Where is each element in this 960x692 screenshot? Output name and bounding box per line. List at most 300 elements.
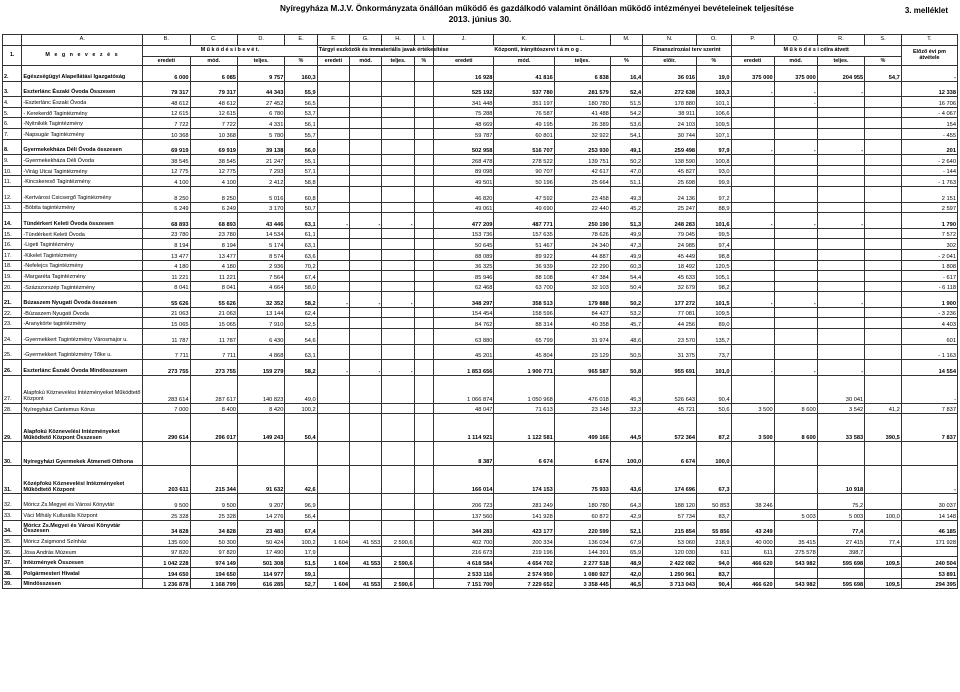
- value-cell: 2 590,6: [382, 578, 414, 589]
- value-cell: [143, 442, 190, 466]
- value-cell: 8 194: [143, 239, 190, 250]
- value-cell: 85 946: [434, 271, 494, 282]
- value-cell: 543 982: [774, 578, 817, 589]
- row-number: 24.: [3, 329, 22, 345]
- value-cell: [317, 546, 349, 557]
- value-cell: 1 236 878: [143, 578, 190, 589]
- value-cell: -: [901, 466, 957, 494]
- value-cell: 77 081: [643, 307, 697, 318]
- value-cell: 53,6: [610, 118, 642, 129]
- value-cell: [382, 97, 414, 108]
- value-cell: [731, 249, 774, 260]
- value-cell: 54,4: [610, 271, 642, 282]
- value-cell: [382, 128, 414, 139]
- value-cell: 32 679: [643, 281, 697, 292]
- value-cell: 99,9: [697, 176, 731, 187]
- value-cell: 96,9: [285, 494, 317, 510]
- value-cell: [317, 403, 349, 414]
- value-cell: 42,6: [285, 466, 317, 494]
- value-cell: 46,5: [610, 578, 642, 589]
- table-row: [3, 360, 958, 376]
- row-name: Alapfokú Köznevelési Intézményeket Működtető Központ Összesen: [22, 414, 143, 442]
- sub-header: %: [285, 57, 317, 66]
- value-cell: -: [774, 213, 817, 229]
- value-cell: 10 368: [143, 128, 190, 139]
- column-letter: F.: [317, 35, 349, 46]
- value-cell: 12 615: [143, 107, 190, 118]
- value-cell: [382, 510, 414, 521]
- value-cell: [382, 202, 414, 213]
- column-letter: S.: [865, 35, 902, 46]
- column-letter: A.: [22, 35, 143, 46]
- value-cell: 88 108: [494, 271, 554, 282]
- value-cell: [382, 81, 414, 97]
- value-cell: 10 368: [190, 128, 237, 139]
- value-cell: 216 673: [434, 546, 494, 557]
- row-name: -Gyermekekháza Déli Óvoda: [22, 155, 143, 166]
- value-cell: 1 114 921: [434, 414, 494, 442]
- value-cell: [350, 260, 382, 271]
- value-cell: [414, 202, 433, 213]
- value-cell: 35 415: [774, 536, 817, 547]
- value-cell: 1 604: [317, 557, 349, 568]
- value-cell: 64,3: [610, 494, 642, 510]
- value-cell: 44 343: [237, 81, 284, 97]
- table-body: [3, 35, 958, 589]
- row-name: Gyermekekháza Déli Óvoda összesen: [22, 139, 143, 155]
- value-cell: [414, 165, 433, 176]
- value-cell: 32 922: [554, 128, 610, 139]
- value-cell: [317, 128, 349, 139]
- value-cell: [382, 176, 414, 187]
- value-cell: 43 249: [731, 520, 774, 536]
- value-cell: 27 415: [817, 536, 864, 547]
- value-cell: [774, 344, 817, 360]
- value-cell: 49,0: [285, 375, 317, 403]
- value-cell: 25 328: [143, 510, 190, 521]
- value-cell: [350, 176, 382, 187]
- value-cell: [382, 281, 414, 292]
- value-cell: 47,3: [610, 239, 642, 250]
- value-cell: 65 799: [494, 329, 554, 345]
- value-cell: [414, 442, 433, 466]
- value-cell: 273 755: [190, 360, 237, 376]
- table-row: [3, 107, 958, 118]
- value-cell: 206 723: [434, 494, 494, 510]
- value-cell: [414, 107, 433, 118]
- value-cell: 67,3: [697, 466, 731, 494]
- value-cell: -: [901, 375, 957, 403]
- value-cell: 40 000: [731, 536, 774, 547]
- value-cell: 68 893: [143, 213, 190, 229]
- value-cell: 60,3: [610, 260, 642, 271]
- value-cell: 296 017: [190, 414, 237, 442]
- table-row: [3, 578, 958, 589]
- value-cell: [350, 139, 382, 155]
- value-cell: -: [317, 213, 349, 229]
- value-cell: [731, 375, 774, 403]
- value-cell: 23 458: [554, 186, 610, 202]
- value-cell: 57 734: [643, 510, 697, 521]
- value-cell: [731, 271, 774, 282]
- value-cell: 174 696: [643, 466, 697, 494]
- value-cell: 33 583: [817, 414, 864, 442]
- value-cell: 219 196: [494, 546, 554, 557]
- value-cell: 55,1: [285, 155, 317, 166]
- row-number: 22.: [3, 307, 22, 318]
- value-cell: [731, 107, 774, 118]
- value-cell: [350, 329, 382, 345]
- value-cell: -: [774, 81, 817, 97]
- value-cell: 60 872: [554, 510, 610, 521]
- value-cell: 7 000: [143, 403, 190, 414]
- table-row: [3, 271, 958, 282]
- value-cell: 40 358: [554, 318, 610, 329]
- value-cell: 4 180: [143, 260, 190, 271]
- value-cell: [865, 228, 902, 239]
- value-cell: 105,1: [697, 271, 731, 282]
- value-cell: 77,4: [817, 520, 864, 536]
- value-cell: 8 420: [237, 403, 284, 414]
- value-cell: 31 974: [554, 329, 610, 345]
- value-cell: 55 856: [697, 520, 731, 536]
- value-cell: 250 190: [554, 213, 610, 229]
- value-cell: 283 614: [143, 375, 190, 403]
- value-cell: [350, 510, 382, 521]
- value-cell: [350, 202, 382, 213]
- row-number: 35.: [3, 536, 22, 547]
- column-letter: H.: [382, 35, 414, 46]
- table-row: [3, 66, 958, 82]
- value-cell: 215 344: [190, 466, 237, 494]
- value-cell: -: [817, 81, 864, 97]
- value-cell: 97 820: [143, 546, 190, 557]
- value-cell: 30 041: [817, 375, 864, 403]
- value-cell: 8 194: [190, 239, 237, 250]
- value-cell: 6 085: [190, 66, 237, 82]
- value-cell: 47 384: [554, 271, 610, 282]
- row-number: 21.: [3, 292, 22, 308]
- row-name: -Búzaszem Nyugati Óvoda: [22, 307, 143, 318]
- value-cell: 194 650: [143, 568, 190, 579]
- value-cell: [817, 186, 864, 202]
- value-cell: 348 297: [434, 292, 494, 308]
- value-cell: 99,5: [697, 228, 731, 239]
- value-cell: 100,0: [610, 442, 642, 466]
- value-cell: 49 061: [434, 202, 494, 213]
- value-cell: [350, 97, 382, 108]
- table-row: [3, 213, 958, 229]
- value-cell: 50 300: [190, 536, 237, 547]
- table-row: [3, 403, 958, 414]
- sub-header: mód.: [774, 57, 817, 66]
- value-cell: [865, 213, 902, 229]
- value-cell: 423 177: [494, 520, 554, 536]
- value-cell: 38 246: [731, 494, 774, 510]
- annex-label: 3. melléklet: [904, 6, 948, 15]
- value-cell: 1 604: [317, 578, 349, 589]
- value-cell: 24 136: [643, 186, 697, 202]
- value-cell: [731, 155, 774, 166]
- value-cell: [817, 176, 864, 187]
- value-cell: [774, 186, 817, 202]
- value-cell: 32 352: [237, 292, 284, 308]
- value-cell: 56,1: [285, 118, 317, 129]
- value-cell: [382, 546, 414, 557]
- row-name: - Kerekerdő Tagintézmény: [22, 107, 143, 118]
- value-cell: 7 564: [237, 271, 284, 282]
- value-cell: 107,1: [697, 128, 731, 139]
- value-cell: 98,8: [697, 249, 731, 260]
- value-cell: 294 395: [901, 578, 957, 589]
- value-cell: 68 893: [190, 213, 237, 229]
- value-cell: [774, 318, 817, 329]
- value-cell: 59,1: [285, 568, 317, 579]
- group-header-row: [3, 46, 958, 57]
- value-cell: -: [817, 360, 864, 376]
- value-cell: 6 000: [143, 66, 190, 82]
- value-cell: [817, 165, 864, 176]
- row-number: 4.: [3, 97, 22, 108]
- value-cell: -: [382, 292, 414, 308]
- value-cell: 42 617: [554, 165, 610, 176]
- value-cell: [731, 307, 774, 318]
- value-cell: 10 918: [817, 466, 864, 494]
- value-cell: 49 195: [494, 118, 554, 129]
- value-cell: [414, 228, 433, 239]
- value-cell: [350, 568, 382, 579]
- value-cell: 220 599: [554, 520, 610, 536]
- value-cell: 56,4: [285, 510, 317, 521]
- value-cell: 90,4: [697, 375, 731, 403]
- value-cell: 60 801: [494, 128, 554, 139]
- value-cell: 9 500: [190, 494, 237, 510]
- table-row: [3, 494, 958, 510]
- table-row: [3, 239, 958, 250]
- value-cell: -: [382, 213, 414, 229]
- value-cell: [350, 228, 382, 239]
- value-cell: 41 553: [350, 578, 382, 589]
- value-cell: 11 787: [190, 329, 237, 345]
- row-number: 10.: [3, 165, 22, 176]
- value-cell: 27 452: [237, 97, 284, 108]
- row-number: 18.: [3, 260, 22, 271]
- value-cell: [817, 239, 864, 250]
- value-cell: 7 837: [901, 403, 957, 414]
- table-row: [3, 249, 958, 260]
- value-cell: 50 645: [434, 239, 494, 250]
- value-cell: 42,9: [610, 510, 642, 521]
- value-cell: 100,2: [285, 403, 317, 414]
- row-number: 12.: [3, 186, 22, 202]
- value-cell: [731, 442, 774, 466]
- row-name: Tündérkert Keleti Óvoda összesen: [22, 213, 143, 229]
- value-cell: 59 787: [434, 128, 494, 139]
- row-number: 36.: [3, 546, 22, 557]
- value-cell: [317, 375, 349, 403]
- row-number-header: 1.: [3, 46, 22, 66]
- value-cell: [382, 344, 414, 360]
- row-name: Móricz Zsigmond Színház: [22, 536, 143, 547]
- row-name: Nyíregyházi Cantemus Kórus: [22, 403, 143, 414]
- row-name: -Nefelejcs Tagintézmény: [22, 260, 143, 271]
- value-cell: [865, 442, 902, 466]
- value-cell: 1 790: [901, 213, 957, 229]
- table-row: [3, 139, 958, 155]
- value-cell: [817, 318, 864, 329]
- table-row: [3, 520, 958, 536]
- value-cell: 2 412: [237, 176, 284, 187]
- value-cell: 140 823: [237, 375, 284, 403]
- row-name: Váci Mihály Kulturális Központ: [22, 510, 143, 521]
- value-cell: 200 334: [494, 536, 554, 547]
- value-cell: 1 808: [901, 260, 957, 271]
- value-cell: - 4 067: [901, 107, 957, 118]
- sub-header: %: [865, 57, 902, 66]
- value-cell: [414, 578, 433, 589]
- value-cell: 62,4: [285, 307, 317, 318]
- value-cell: [382, 118, 414, 129]
- value-cell: [817, 107, 864, 118]
- value-cell: 7 837: [901, 414, 957, 442]
- row-number: 16.: [3, 239, 22, 250]
- value-cell: [865, 249, 902, 260]
- value-cell: [382, 466, 414, 494]
- value-cell: 2 574 950: [494, 568, 554, 579]
- value-cell: 15 065: [143, 318, 190, 329]
- value-cell: [774, 249, 817, 260]
- value-cell: [317, 107, 349, 118]
- value-cell: 7 722: [143, 118, 190, 129]
- value-cell: 157 635: [494, 228, 554, 239]
- value-cell: 7 711: [143, 344, 190, 360]
- value-cell: 93,0: [697, 165, 731, 176]
- value-cell: [382, 155, 414, 166]
- value-cell: [317, 176, 349, 187]
- value-cell: [317, 202, 349, 213]
- value-cell: 4 100: [143, 176, 190, 187]
- value-cell: 177 272: [643, 292, 697, 308]
- value-cell: 45,7: [610, 318, 642, 329]
- value-cell: 154 454: [434, 307, 494, 318]
- table-row: [3, 329, 958, 345]
- value-cell: 12 338: [901, 81, 957, 97]
- value-cell: [865, 344, 902, 360]
- sub-header: eredeti: [434, 57, 494, 66]
- row-number: 33.: [3, 510, 22, 521]
- value-cell: 54,2: [610, 107, 642, 118]
- value-cell: -: [774, 97, 817, 108]
- value-cell: 48 047: [434, 403, 494, 414]
- column-letter: T.: [901, 35, 957, 46]
- value-cell: 375 000: [774, 66, 817, 82]
- value-cell: 41 816: [494, 66, 554, 82]
- value-cell: 1 042 228: [143, 557, 190, 568]
- value-cell: 501 308: [237, 557, 284, 568]
- value-cell: [817, 442, 864, 466]
- value-cell: 52,7: [285, 578, 317, 589]
- value-cell: [817, 118, 864, 129]
- value-cell: 3 358 445: [554, 578, 610, 589]
- value-cell: [774, 466, 817, 494]
- value-cell: [350, 66, 382, 82]
- sub-header: mód.: [350, 57, 382, 66]
- value-cell: [414, 403, 433, 414]
- sub-header: teljes.: [554, 57, 610, 66]
- value-cell: 139 751: [554, 155, 610, 166]
- value-cell: 58,2: [285, 292, 317, 308]
- value-cell: [865, 128, 902, 139]
- value-cell: 79 317: [143, 81, 190, 97]
- value-cell: 62 468: [434, 281, 494, 292]
- value-cell: [350, 494, 382, 510]
- row-name: Móricz Zs.Megyei és Városi Könyvtár: [22, 494, 143, 510]
- value-cell: 268 478: [434, 155, 494, 166]
- value-cell: 50,7: [285, 202, 317, 213]
- value-cell: 49,9: [610, 249, 642, 260]
- value-cell: [350, 118, 382, 129]
- column-letter: Q.: [774, 35, 817, 46]
- value-cell: [414, 155, 433, 166]
- value-cell: 1 050 968: [494, 375, 554, 403]
- value-cell: 6 430: [237, 329, 284, 345]
- value-cell: 21 247: [237, 155, 284, 166]
- value-cell: 344 283: [434, 520, 494, 536]
- value-cell: [317, 139, 349, 155]
- value-cell: [350, 546, 382, 557]
- value-cell: 375 000: [731, 66, 774, 82]
- value-cell: 26 389: [554, 118, 610, 129]
- value-cell: 25 664: [554, 176, 610, 187]
- sub-header-row: [3, 57, 958, 66]
- column-letter: K.: [494, 35, 554, 46]
- value-cell: 281 249: [494, 494, 554, 510]
- value-cell: [731, 176, 774, 187]
- value-cell: [817, 249, 864, 260]
- row-number: 17.: [3, 249, 22, 260]
- value-cell: 601: [901, 329, 957, 345]
- value-cell: [382, 442, 414, 466]
- value-cell: 24 340: [554, 239, 610, 250]
- value-cell: 87,2: [697, 414, 731, 442]
- value-cell: 106,6: [697, 107, 731, 118]
- value-cell: 351 197: [494, 97, 554, 108]
- value-cell: [731, 344, 774, 360]
- value-cell: [414, 249, 433, 260]
- value-cell: [817, 202, 864, 213]
- value-cell: [350, 414, 382, 442]
- value-cell: 94,0: [697, 557, 731, 568]
- value-cell: 50,4: [285, 414, 317, 442]
- sub-header: eredeti: [317, 57, 349, 66]
- value-cell: 302: [901, 239, 957, 250]
- sub-header: teljes.: [237, 57, 284, 66]
- value-cell: [774, 228, 817, 239]
- value-cell: [731, 510, 774, 521]
- row-name: Egészségügyi Alapellátási Igazgatóság: [22, 66, 143, 82]
- row-name: -Bóbita tagintézmény: [22, 202, 143, 213]
- value-cell: 50,6: [697, 403, 731, 414]
- value-cell: 179 888: [554, 292, 610, 308]
- value-cell: 7 572: [901, 228, 957, 239]
- value-cell: 67,4: [285, 271, 317, 282]
- value-cell: 38 545: [190, 155, 237, 166]
- value-cell: [774, 107, 817, 118]
- value-cell: 55,9: [285, 81, 317, 97]
- column-letter: J.: [434, 35, 494, 46]
- sub-header: mód.: [494, 57, 554, 66]
- value-cell: -: [350, 213, 382, 229]
